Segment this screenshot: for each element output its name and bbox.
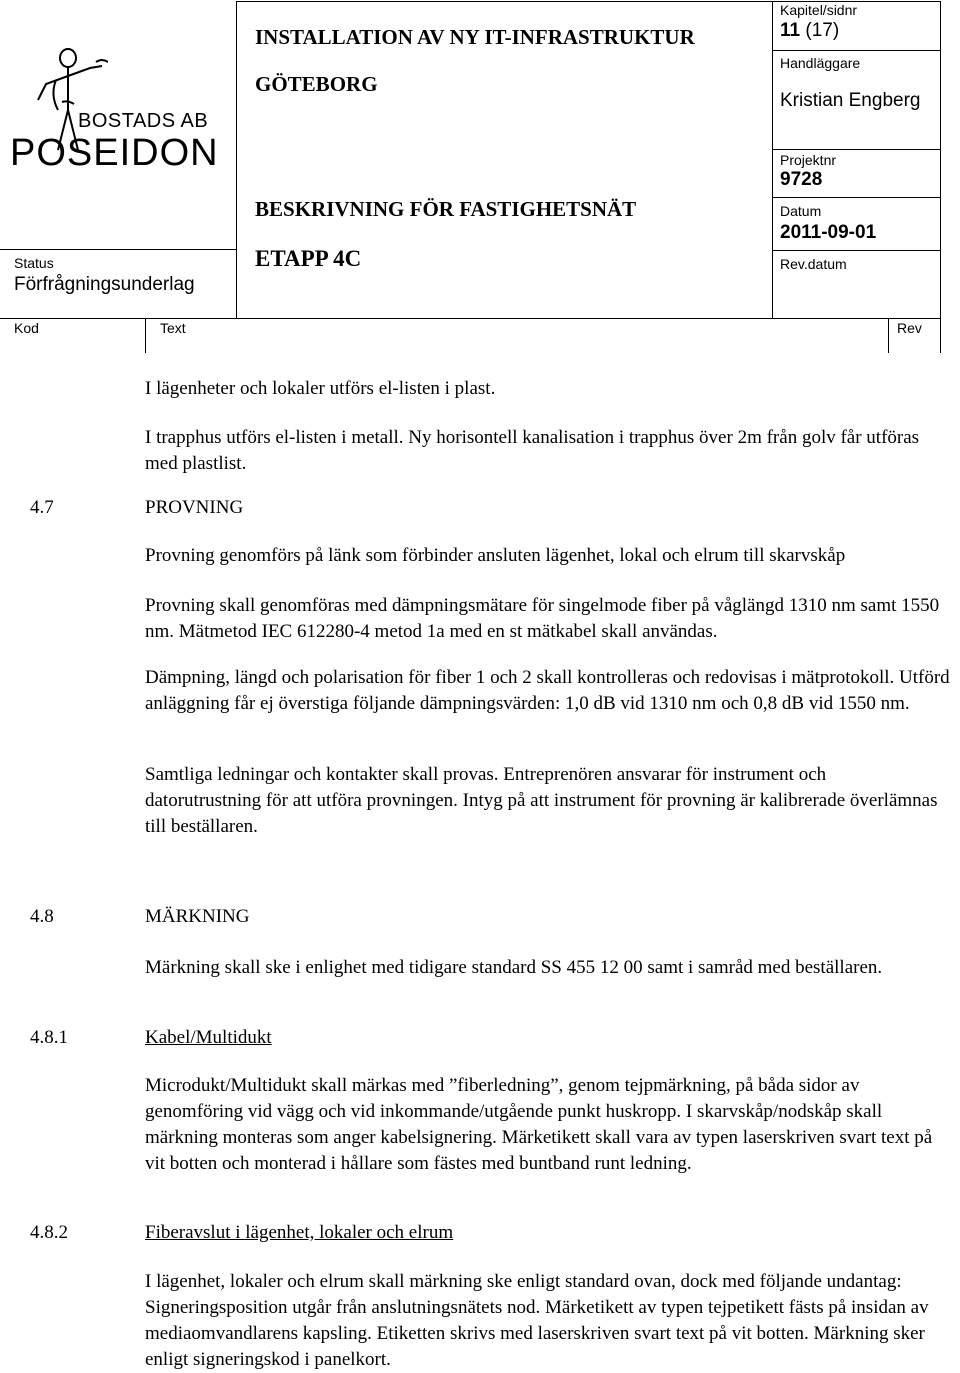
projektnr-label: Projektnr <box>780 152 837 168</box>
header-row-rule-2 <box>772 149 941 150</box>
page-number: 11 <box>780 20 801 41</box>
header-row-rule-4 <box>772 250 941 251</box>
paragraph-el-listen-metall: I trapphus utförs el-listen i metall. Ny horisontell kanalisation i trapphus över 2m från golv får utföras med plastlist. <box>145 427 920 474</box>
logo-line1: BOSTADS AB <box>78 110 209 132</box>
section-number-4-8-1: 4.8.1 <box>30 1027 68 1048</box>
paragraph-markning-standard: Märkning skall ske i enlighet med tidigare standard SS 455 12 00 samt i samråd med beställaren. <box>145 957 883 978</box>
document-title-3: BESKRIVNING FÖR FASTIGHETSNÄT <box>255 197 637 221</box>
company-logo <box>8 40 223 190</box>
handlaggare-label: Handläggare <box>780 55 861 71</box>
paragraph-lagenhet-markning: I lägenhet, lokaler och elrum skall märkning ske enligt standard ovan, dock med följande undantag: Signeringsposition utgår från anslutningsnätets nod. Märketikett av typen tejpetikett fästs på insidan av mediaomvandlarens kapsling. Etiketten skrivs med laserskriven svart text på vit botten. Märkning sker enligt signeringskod i panelkort. <box>145 1271 929 1370</box>
paragraph-provning-matare: Provning skall genomföras med dämpningsmätare för singelmode fiber på våglängd 1310 nm samt 1550 nm. Mätmetod IEC 612280-4 metod 1a med en st mätkabel skall användas. <box>145 595 940 642</box>
header-divider-1 <box>236 1 237 319</box>
kod-column-label: Kod <box>14 320 39 336</box>
header-divider-2 <box>772 1 773 319</box>
header-bottom-rule <box>0 318 941 319</box>
paragraph-provning-lank: Provning genomförs på länk som förbinder ansluten lägenhet, lokal och elrum till skarvskåp <box>145 545 846 566</box>
projektnr-value: 9728 <box>780 169 823 190</box>
header-right-rule <box>940 1 941 353</box>
kapitel-label: Kapitel/sidnr <box>780 2 858 18</box>
paragraph-el-listen-plast: I lägenheter och lokaler utförs el-listen i plast. <box>145 378 496 399</box>
section-title-kabel-multidukt: Kabel/Multidukt <box>145 1027 272 1048</box>
page-total: (17) <box>805 20 840 41</box>
document-title-4: ETAPP 4C <box>255 246 362 271</box>
status-label: Status <box>14 255 54 271</box>
section-title-markning: MÄRKNING <box>145 906 250 927</box>
section-title-provning: PROVNING <box>145 497 244 518</box>
section-number-4-8: 4.8 <box>30 906 54 927</box>
section-number-4-7: 4.7 <box>30 497 54 518</box>
header-row-rule-1 <box>772 50 941 51</box>
datum-value: 2011-09-01 <box>780 222 877 243</box>
revdatum-label: Rev.datum <box>780 256 847 272</box>
logo-line2: POSEIDON <box>10 132 219 174</box>
paragraph-microdukt: Microdukt/Multidukt skall märkas med ”fiberledning”, genom tejpmärkning, på båda sidor av genomföring vid vägg och vid inkommande/utgående punkt huskropp. I skarvskåp/nodskåp skall märkning monteras som anger kabelsignering. Märketikett skall vara av typen laserskriven svart text på vit botten och monterad i hållare som fästes med buntband runt ledning. <box>145 1075 933 1174</box>
document-title-2: GÖTEBORG <box>255 72 378 96</box>
document-title-1: INSTALLATION AV NY IT-INFRASTRUKTUR <box>255 25 695 49</box>
kod-divider <box>145 318 146 353</box>
status-top-rule <box>0 249 237 250</box>
header-row-rule-3 <box>772 197 941 198</box>
section-title-fiberavslut: Fiberavslut i lägenhet, lokaler och elrum <box>145 1222 454 1243</box>
rev-column-label: Rev <box>897 320 922 336</box>
datum-label: Datum <box>780 203 822 219</box>
section-number-4-8-2: 4.8.2 <box>30 1222 68 1243</box>
kapitel-value <box>780 20 839 42</box>
rev-divider <box>888 318 889 353</box>
paragraph-samtliga-ledningar: Samtliga ledningar och kontakter skall provas. Entreprenören ansvarar för instrument och datorutrustning för att utföra provningen. Intyg på att instrument för provning är kalibrerade överlämnas till beställaren. <box>145 764 938 837</box>
paragraph-dampning: Dämpning, längd och polarisation för fiber 1 och 2 skall kontrolleras och redovisas i mätprotokoll. Utförd anläggning får ej överstiga följande dämpningsvärden: 1,0 dB vid 1310 nm och 0,8 dB vid 1550 nm. <box>145 667 950 714</box>
handlaggare-value: Kristian Engberg <box>780 90 921 111</box>
status-value: Förfrågningsunderlag <box>14 274 195 295</box>
text-column-label: Text <box>160 320 186 336</box>
